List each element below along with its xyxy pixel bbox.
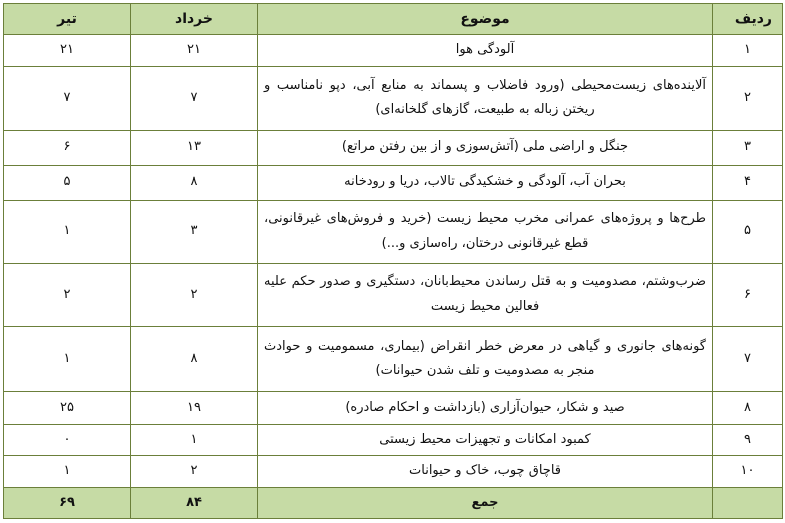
row-topic: قاچاق چوب، خاک و حیوانات [258, 456, 713, 488]
report-table-container [3, 3, 782, 519]
row-khordad: ۱ [131, 425, 258, 456]
table-row [4, 35, 783, 67]
table-row [4, 165, 783, 200]
row-tir: ۲۵ [4, 392, 131, 425]
row-index: ۲ [713, 66, 783, 130]
row-khordad: ۷ [131, 66, 258, 130]
row-tir: ۷ [4, 66, 131, 130]
row-topic: جنگل و اراضی ملی (آتش‌سوزی و از بین رفتن مراتع) [258, 130, 713, 165]
row-khordad: ۸ [131, 327, 258, 392]
row-khordad: ۲۱ [131, 35, 258, 67]
total-khordad: ۸۴ [131, 488, 258, 519]
row-index: ۳ [713, 130, 783, 165]
row-tir: ۱ [4, 200, 131, 263]
row-tir: ۲۱ [4, 35, 131, 67]
table-row [4, 130, 783, 165]
row-topic: گونه‌های جانوری و گیاهی در معرض خطر انقراض (بیماری، مسمومیت و حوادث منجر به مصدومیت و تلف شدن حیوانات) [258, 327, 713, 392]
table-row [4, 392, 783, 425]
table-row [4, 327, 783, 392]
row-khordad: ۸ [131, 165, 258, 200]
table-row [4, 425, 783, 456]
row-index: ۹ [713, 425, 783, 456]
row-topic: آلاینده‌های زیست‌محیطی (ورود فاضلاب و پسماند به منابع آبی، دپو نامناسب و ریختن زباله به طبیعت، گازهای گلخانه‌ای) [258, 66, 713, 130]
row-topic: آلودگی هوا [258, 35, 713, 67]
row-khordad: ۲ [131, 263, 258, 327]
row-topic: کمبود امکانات و تجهیزات محیط زیستی [258, 425, 713, 456]
row-topic: طرح‌ها و پروژه‌های عمرانی مخرب محیط زیست (خرید و فروش‌های غیرقانونی، قطع غیرقانونی درختان، راه‌سازی و...) [258, 200, 713, 263]
row-index: ۵ [713, 200, 783, 263]
total-label: جمع [258, 488, 713, 519]
total-tir: ۶۹ [4, 488, 131, 519]
row-tir: ۱ [4, 327, 131, 392]
row-topic: ضرب‌وشتم، مصدومیت و به قتل رساندن محیط‌بانان، دستگیری و صدور حکم علیه فعالین محیط زیست [258, 263, 713, 327]
table-row [4, 263, 783, 327]
row-khordad: ۲ [131, 456, 258, 488]
row-index: ۸ [713, 392, 783, 425]
table-row [4, 200, 783, 263]
row-topic: صید و شکار، حیوان‌آزاری (بازداشت و احکام صادره) [258, 392, 713, 425]
row-khordad: ۳ [131, 200, 258, 263]
header-index: ردیف [713, 4, 783, 35]
row-index: ۱۰ [713, 456, 783, 488]
header-khordad: خرداد [131, 4, 258, 35]
row-index: ۴ [713, 165, 783, 200]
row-tir: ۶ [4, 130, 131, 165]
table-row [4, 456, 783, 488]
environment-incidents-table [3, 3, 783, 519]
table-total-row [4, 488, 783, 519]
row-tir: ۲ [4, 263, 131, 327]
row-index: ۷ [713, 327, 783, 392]
row-index: ۱ [713, 35, 783, 67]
row-tir: ۱ [4, 456, 131, 488]
table-header-row [4, 4, 783, 35]
total-index-cell [713, 488, 783, 519]
header-topic: موضوع [258, 4, 713, 35]
header-tir: تیر [4, 4, 131, 35]
row-index: ۶ [713, 263, 783, 327]
row-khordad: ۱۹ [131, 392, 258, 425]
row-tir: ۵ [4, 165, 131, 200]
row-khordad: ۱۳ [131, 130, 258, 165]
row-tir: ۰ [4, 425, 131, 456]
table-row [4, 66, 783, 130]
row-topic: بحران آب، آلودگی و خشکیدگی تالاب، دریا و رودخانه [258, 165, 713, 200]
